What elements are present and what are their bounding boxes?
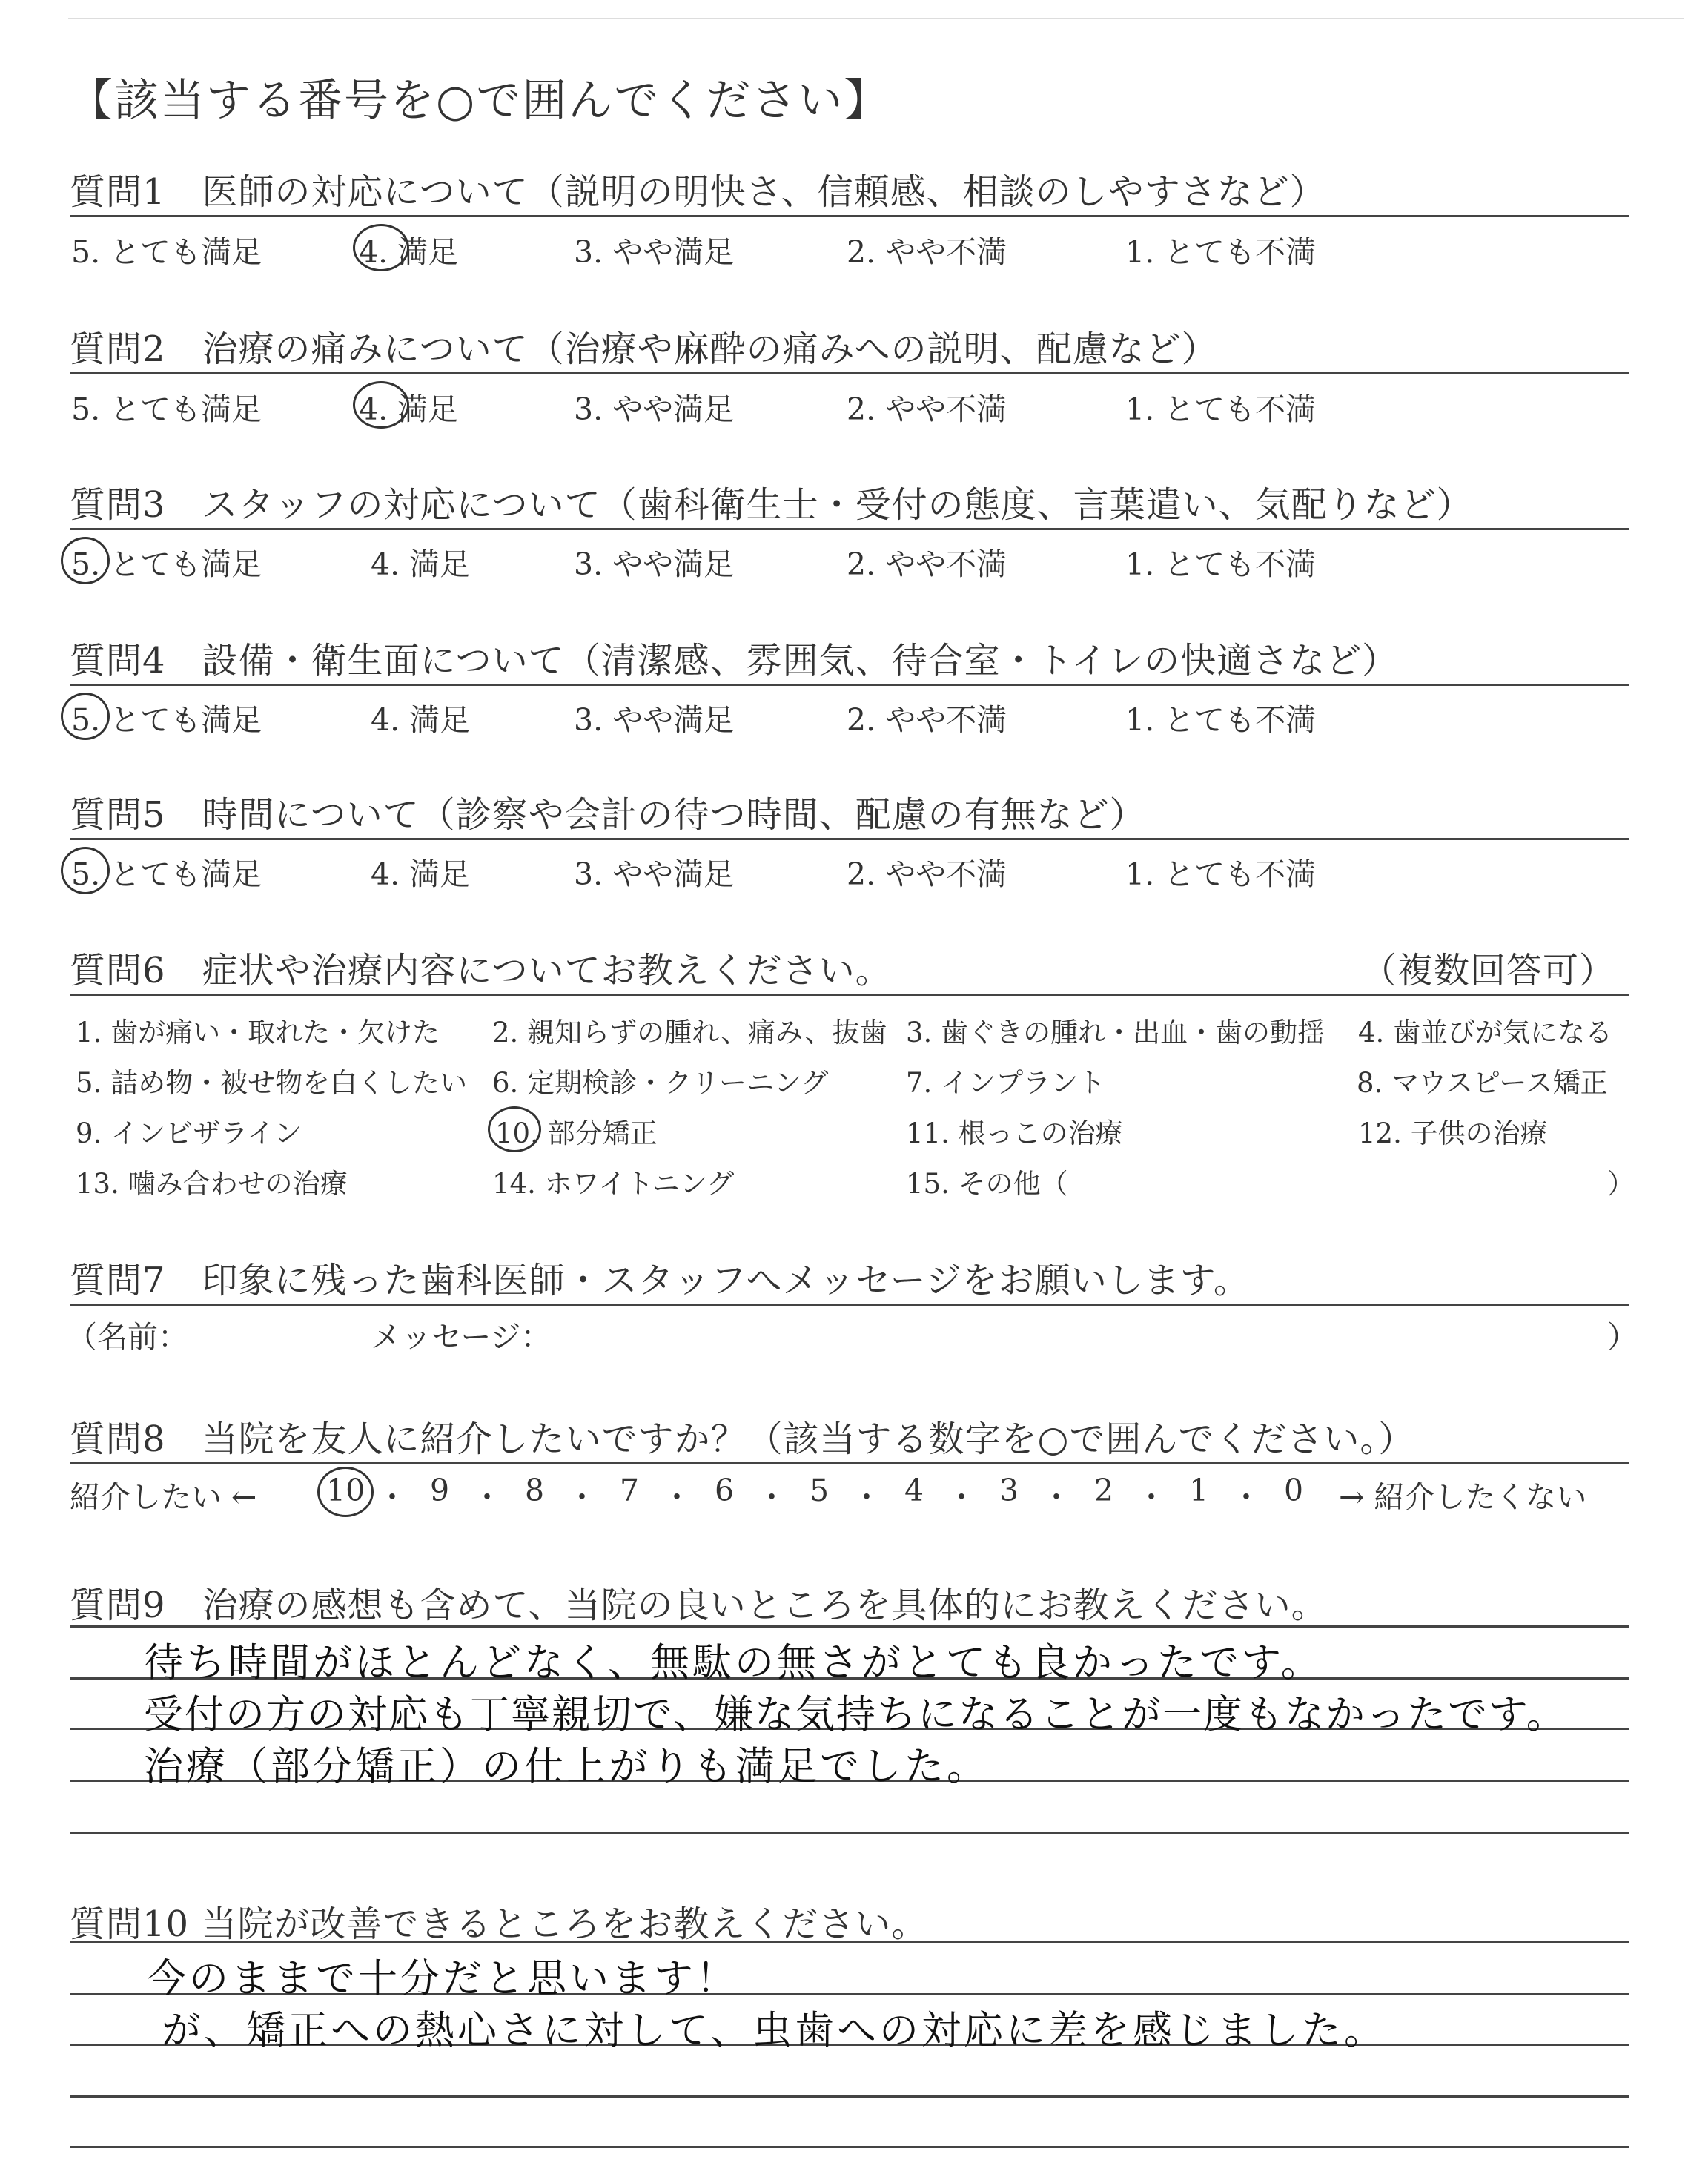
option[interactable]: 4. 歯並びが気になる [1358, 1017, 1613, 1048]
rule [70, 528, 1629, 530]
scale-value[interactable]: 1 [1188, 1473, 1209, 1508]
question-10: 質問10 当院が改善できるところをお教えください。 [70, 1903, 928, 1945]
scale-separator: ・ [566, 1479, 598, 1515]
option[interactable]: 1. 歯が痛い・取れた・欠けた [76, 1017, 440, 1048]
rule [70, 994, 1629, 996]
option[interactable]: 4. 満足 [371, 856, 471, 892]
rule [70, 372, 1629, 374]
option[interactable]: 14. ホワイトニング [492, 1168, 735, 1200]
option[interactable]: 1. とても不満 [1125, 392, 1317, 427]
option[interactable]: 8. マウスピース矯正 [1357, 1067, 1608, 1099]
handwritten-answer: が、矯正への熱心さに対して、虫歯への対応に差を感じました。 [162, 2008, 1386, 2053]
rule [70, 1832, 1629, 1834]
option[interactable]: 1. とても不満 [1125, 546, 1317, 582]
option[interactable]: 12. 子供の治療 [1358, 1117, 1548, 1149]
scale-left-label: 紹介したい ← [70, 1479, 257, 1515]
option[interactable]: 13. 噛み合わせの治療 [76, 1168, 348, 1200]
handwritten-answer: 今のままで十分だと思います！ [147, 1956, 738, 2001]
question-6: 質問6 症状や治療内容についてお教えください。 [70, 950, 892, 991]
scale-separator: ・ [471, 1479, 503, 1515]
rule [70, 2095, 1629, 2098]
scale-separator: ・ [1231, 1479, 1262, 1515]
scale-separator: ・ [946, 1479, 977, 1515]
scale-value[interactable]: 5 [809, 1473, 830, 1508]
option[interactable]: 2. 親知らずの腫れ、痛み、抜歯 [492, 1017, 887, 1048]
rule [70, 2146, 1629, 2148]
option[interactable]: 1. とても不満 [1125, 856, 1317, 892]
option[interactable]: 5. とても満足 [71, 856, 262, 892]
question-5: 質問5 時間について（診察や会計の待つ時間、配慮の有無など） [70, 794, 1146, 836]
rule [70, 1462, 1629, 1464]
option[interactable]: 6. 定期検診・クリーニング [492, 1067, 829, 1099]
question-4: 質問4 設備・衛生面について（清潔感、雰囲気、待合室・トイレの快適さなど） [70, 640, 1399, 681]
scale-separator: ・ [377, 1479, 408, 1515]
rule [70, 215, 1629, 217]
rule [70, 684, 1629, 686]
option[interactable]: 2. やや不満 [847, 856, 1007, 892]
option[interactable]: 2. やや不満 [847, 234, 1007, 270]
option[interactable]: 3. やや満足 [574, 234, 735, 270]
question-1: 質問1 医師の対応について（説明の明快さ、信頼感、相談のしやすさなど） [70, 171, 1326, 213]
option[interactable]: 3. やや満足 [574, 392, 735, 427]
selection-circle [317, 1467, 374, 1517]
scale-separator: ・ [851, 1479, 882, 1515]
scale-value[interactable]: 8 [524, 1473, 545, 1508]
name-label: （名前： [67, 1319, 188, 1355]
rule [70, 1941, 1629, 1943]
handwritten-answer: 待ち時間がほとんどなく、無駄の無さがとても良かったです。 [144, 1640, 1323, 1685]
option[interactable]: 15. その他（ [906, 1168, 1068, 1200]
close-paren: ） [1607, 1319, 1638, 1355]
scale-separator: ・ [756, 1479, 787, 1515]
scale-value[interactable]: 10 [326, 1473, 365, 1508]
handwritten-answer: 受付の方の対応も丁寧親切で、嫌な気持ちになることが一度もなかったです。 [144, 1692, 1567, 1737]
scale-value[interactable]: 3 [999, 1473, 1019, 1508]
option[interactable]: 5. 詰め物・被せ物を白くしたい [76, 1067, 468, 1099]
scale-value[interactable]: 2 [1093, 1473, 1114, 1508]
rule [70, 1304, 1629, 1306]
selection-circle [61, 537, 110, 584]
scale-right-label: → 紹介したくない [1339, 1479, 1587, 1515]
option[interactable]: 5. とても満足 [71, 702, 262, 738]
option[interactable]: 3. やや満足 [574, 702, 735, 738]
option[interactable]: 2. やや不満 [847, 546, 1007, 582]
option[interactable]: 1. とても不満 [1125, 702, 1317, 738]
option[interactable]: 10. 部分矯正 [495, 1117, 658, 1149]
scale-separator: ・ [1136, 1479, 1167, 1515]
selection-circle [353, 381, 409, 429]
scale-value[interactable]: 4 [904, 1473, 924, 1508]
selection-circle [61, 693, 110, 740]
question-2: 質問2 治療の痛みについて（治療や麻酔の痛みへの説明、配慮など） [70, 328, 1218, 370]
option[interactable]: 4. 満足 [359, 234, 459, 270]
option[interactable]: 2. やや不満 [847, 392, 1007, 427]
option[interactable]: 7. インプラント [906, 1067, 1106, 1099]
option[interactable]: 3. やや満足 [574, 856, 735, 892]
option[interactable]: 5. とても満足 [71, 392, 262, 427]
option[interactable]: 11. 根っこの治療 [906, 1117, 1123, 1149]
scale-value[interactable]: 7 [619, 1473, 640, 1508]
selection-circle [488, 1106, 541, 1152]
scale-separator: ・ [661, 1479, 692, 1515]
message-label: メッセージ： [371, 1319, 552, 1355]
rule [70, 1625, 1629, 1628]
option[interactable]: 2. やや不満 [847, 702, 1007, 738]
question-8: 質問8 当院を友人に紹介したいですか？（該当する数字を○で囲んでください。） [70, 1418, 1415, 1460]
option[interactable]: 5. とても満足 [71, 234, 262, 270]
question-6-note: （複数回答可） [1361, 950, 1616, 991]
option[interactable]: 9. インビザライン [76, 1117, 302, 1149]
handwritten-answer: 治療（部分矯正）の仕上がりも満足でした。 [144, 1744, 989, 1789]
page-title: 【該当する番号を○で囲んでください】 [68, 75, 890, 127]
option[interactable]: 4. 満足 [359, 392, 459, 427]
rule [70, 838, 1629, 840]
question-9: 質問9 治療の感想も含めて、当院の良いところを具体的にお教えください。 [70, 1585, 1328, 1626]
top-border [68, 18, 1684, 19]
scale-value[interactable]: 6 [714, 1473, 735, 1508]
option-close-paren: ） [1607, 1168, 1635, 1200]
selection-circle [61, 847, 110, 894]
option[interactable]: 3. やや満足 [574, 546, 735, 582]
option[interactable]: 1. とても不満 [1125, 234, 1317, 270]
option[interactable]: 5. とても満足 [71, 546, 262, 582]
option[interactable]: 4. 満足 [371, 702, 471, 738]
option[interactable]: 3. 歯ぐきの腫れ・出血・歯の動揺 [906, 1017, 1325, 1048]
selection-circle [353, 224, 409, 271]
question-7: 質問7 印象に残った歯科医師・スタッフへメッセージをお願いします。 [70, 1260, 1250, 1301]
scale-value[interactable]: 9 [429, 1473, 450, 1508]
question-3: 質問3 スタッフの対応について（歯科衛生士・受付の態度、言葉遣い、気配りなど） [70, 484, 1473, 526]
option[interactable]: 4. 満足 [371, 546, 471, 582]
scale-value[interactable]: 0 [1283, 1473, 1304, 1508]
scale-separator: ・ [1041, 1479, 1072, 1515]
